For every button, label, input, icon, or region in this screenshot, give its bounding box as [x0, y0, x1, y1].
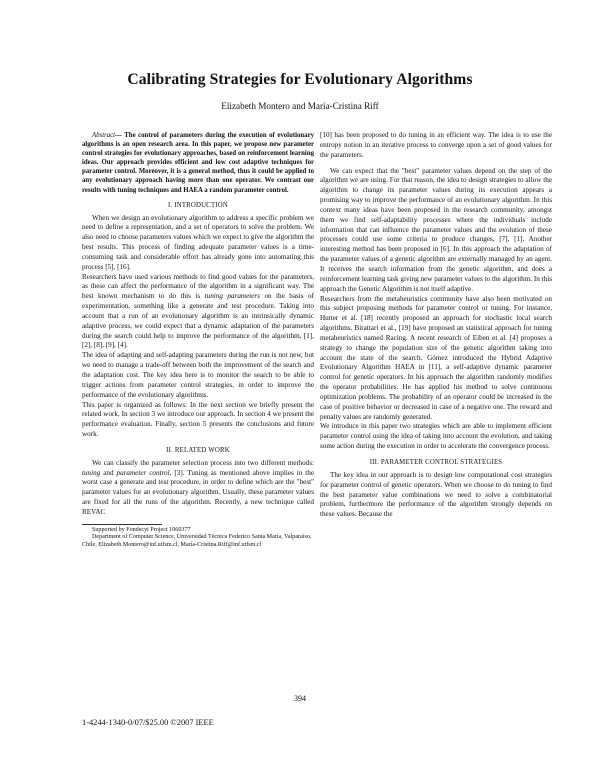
related-work-paragraph-2: [10] has been proposed to do tuning in an efficient way. The idea is to use the entropy notion in an iterative process to converge upon a set of good values for the parameters. [320, 131, 552, 159]
intro-paragraph-3: The idea of adapting and self-adapting parameters during the run is not new, but we need to manage a trade-off between both the improvement of the search and the adaptation cost. The key idea here is to monitor the search to be able to trigger actions from parameter control strategies, in order to improve the performance of the evolutionary algorithms. [82, 351, 314, 399]
isbn-copyright: 1-4244-1340-0/07/$25.00 ©2007 IEEE [82, 718, 214, 727]
related-work-p1-em1: tuning [82, 468, 101, 477]
right-column [320, 131, 552, 520]
section-heading-related-work: II. RELATED WORK [166, 446, 230, 454]
parameter-control-paragraph-1: The key idea in our approach is to design low computational cost strategies for parameter control of genetic operators. When we choose to do tuning to find the best parameter value combinations we need to solve a combinatorial problem, furthermore the performance of the algorithm strongly depends on these values. Because the [320, 470, 552, 519]
abstract [82, 131, 314, 195]
intro-paragraph-2-em: tuning parameters [204, 292, 260, 301]
paper-authors: Elizabeth Montero and María-Cristina Riff [221, 101, 379, 111]
section-heading-parameter-control: III. PARAMETER CONTROL STRATEGIES [369, 459, 503, 466]
related-work-paragraph-1 [82, 459, 314, 518]
intro-paragraph-2 [82, 273, 314, 352]
related-work-p1-b: and [100, 468, 117, 477]
footnote-affiliation: Department of Computer Science, Universidad Técnica Federico Santa María, Valparaíso, Chile, Elizabeth.Montero@inf.utfsm.cl, María-Cristina.Riff@inf.utfsm.cl [82, 534, 312, 548]
page-number: 394 [294, 694, 306, 703]
intro-paragraph-2-post: on the basis of experimentation, something like a generate and test procedure. Taking into account that a run of an evolutionary algorithm is an intrinsically dynamic adaptive process, we could expect that a dynamic adaptation of the parameters during the search could help to improve the performance of the algorithm, [1], [2], [8], [9], [4]. [82, 292, 315, 350]
footnote-rule [82, 524, 162, 525]
related-work-paragraph-4: Researchers from the metaheuristics community have also been motivated on this subject proposing methods for parameter control or tuning. For instance, Hutter et al. [18] recently proposed an approach for stochastic local search algorithms. Birattari et al., [19] have proposed an statistical approach for tuning metaheuristics named Racing. A recent research of Eiben et al. [4] proposes a strategy to change the population size of the genetic algorithm taking into account the state of the search. Gómez introduced the Hybrid Adaptive Evolutionary Algorithm HAEA in [11], a self-adaptive dynamic parameter control for genetic operators. In his approach the algorithm randomly modifies the operator probabilities. He has applied his method to solve continuous optimization problems. The probability of an operator could be increased in the case of positive behavior or decreased in case of a negative one. The reward and penalty values are randomly generated. [320, 294, 552, 421]
left-column [82, 131, 314, 549]
footnote-funding: Supported by Fondecyt Project 1060377 [92, 526, 191, 533]
abstract-lead: Abstract [92, 132, 116, 139]
related-work-paragraph-5: We introduce in this paper two strategies which are able to implement efficient parameter control using the idea of taking into account the evolution, and taking some action during the execution in order to accelerate the convergence process. [320, 422, 552, 451]
intro-paragraph-1: When we design an evolutionary algorithm to address a specific problem we need to define a representation, and a set of operators to solve the problem. We also need to choose parameters values which we expect to give the algorithm the best results. This process of finding adequate parameter values is a time-consuming task and considerable effort has already gone into automating this process [5], [16]. [82, 213, 314, 271]
related-work-p1-a: We can classify the parameter selection process into two different methods: [92, 458, 314, 467]
related-work-paragraph-3: We can expect that the "best" parameter values depend on the step of the algorithm we are using. For that reason, the idea to design strategies to allow the algorithm to change its parameter values during its execution appears a promising way to improve the performance of an evolutionary algorithm. In this context many ideas have been proposed in the research community, amongst them we find self-adaptability processes where the individuals include information that can influence the parameter values and the evolution of these processes could use some criteria to produce changes, [7], [1]. Another interesting method has been proposed in [6]. In this approach the adaptation of the parameter values of a genetic algorithm are externally managed by an agent. It receives the search information from the genetic algorithm, and does a reinforcement learning task giving new parameter values to the algorithm. In this approach the Genetic Algorithm is not itself adaptive. [320, 166, 552, 293]
paper-title: Calibrating Strategies for Evolutionary Algorithms [127, 71, 473, 88]
related-work-p1-em2: parameter control [116, 468, 170, 477]
intro-paragraph-4: This paper is organized as follows: In the next section we briefly present the related work. In section 3 we introduce our approach. In section 4 we present the performance evaluation. Finally, section 5 presents the conclusions and future work. [82, 400, 314, 439]
related-work-p1-c: , [3]. Tuning as mentioned above implies in the worst case a generate and test procedure, in order to define which are the "best" parameter values for an evolutionary algorithm. Usually, these parameter values are fixed for all the runs of the algorithm. Recently, a new technique called REVAC [82, 468, 314, 516]
section-heading-introduction: I. INTRODUCTION [167, 201, 228, 209]
intro-paragraph-2-pre: Researchers have used various methods to find good values for the parameters, as these can affect the performance of the algorithm in a significant way. The best known mechanism to do this is [82, 272, 314, 301]
abstract-body: — The control of parameters during the execution of evolutionary algorithms is an open research area. In this paper, we propose new parameter control strategies for evolutionary approaches, based on reinforcement learning ideas. Our approach provides efficient and low cost adaptive techniques for parameter control. Moreover, it is a general method, thus it could be applied to any evolutionary approach having more than one operator. We contrast our results with tuning techniques and HAEA a random parameter control. [82, 132, 314, 194]
footnote [82, 527, 314, 549]
